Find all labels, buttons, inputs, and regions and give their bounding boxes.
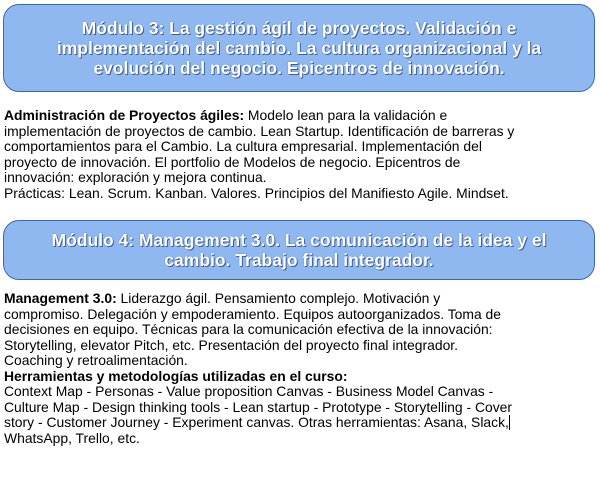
module-3-heading: Administración de Proyectos ágiles:: [4, 107, 245, 123]
text-cursor: [509, 415, 510, 430]
tools-line: story - Customer Journey - Experiment canvas. Otras herramientas: Asana, Slack,: [4, 414, 509, 430]
module-3-title-box: [3, 4, 595, 92]
module-4-title-line: Módulo 4: Management 3.0. La comunicación de la idea y el: [51, 230, 547, 250]
module-3-title-line: evolución del negocio. Epicentros de innovación.: [93, 58, 505, 78]
tools-line: Culture Map - Design thinking tools - Lean startup - Prototype - Storytelling - Cover: [4, 398, 513, 415]
module-4-title-line: cambio. Trabajo final integrador.: [164, 250, 434, 270]
module-4-line: Coaching y retroalimentación.: [4, 352, 188, 368]
module-4-line: Management 3.0: Liderazgo ágil. Pensamiento complejo. Motivación y: [4, 290, 441, 306]
tools-line: Context Map - Personas - Value proposition Canvas - Business Model Canvas -: [4, 383, 494, 399]
module-3-title: [57, 18, 541, 78]
module-3-title-line: Módulo 3: La gestión ágil de proyectos. Validación e: [81, 18, 517, 38]
module-3-description: [4, 108, 598, 201]
module-3-line: proyecto de innovación. El portfolio de Modelos de negocio. Epicentros de: [4, 153, 461, 170]
module-4-description: [4, 291, 598, 446]
module-3-title-line: implementación del cambio. La cultura organizacional y la: [56, 38, 542, 58]
module-3-practices: Prácticas: Lean. Scrum. Kanban. Valores. Principios del Manifiesto Agile. Mindset.: [4, 184, 509, 201]
module-4-line: decisiones en equipo. Técnicas para la comunicación efectiva de la innovación:: [4, 321, 493, 337]
module-3-line: implementación de proyectos de cambio. Lean Startup. Identificación de barreras y: [4, 122, 515, 139]
module-4-heading: Management 3.0:: [4, 290, 117, 306]
module-3-line: comportamientos para el Cambio. La cultura empresarial. Implementación del: [4, 138, 482, 154]
module-4-line: Storytelling, elevator Pitch, etc. Presentación del proyecto final integrador.: [4, 336, 459, 353]
module-4-title: [52, 230, 547, 270]
tools-heading: Herramientas y metodologías utilizadas en el curso:: [4, 367, 348, 384]
tools-line: WhatsApp, Trello, etc.: [4, 429, 140, 446]
module-3-line: Administración de Proyectos ágiles: Modelo lean para la validación e: [4, 107, 448, 123]
module-4-title-box: [3, 220, 595, 280]
module-3-line: innovación: exploración y mejora continua.: [4, 169, 267, 185]
module-4-line: compromiso. Delegación y empoderamiento. Equipos autoorganizados. Toma de: [4, 305, 502, 322]
